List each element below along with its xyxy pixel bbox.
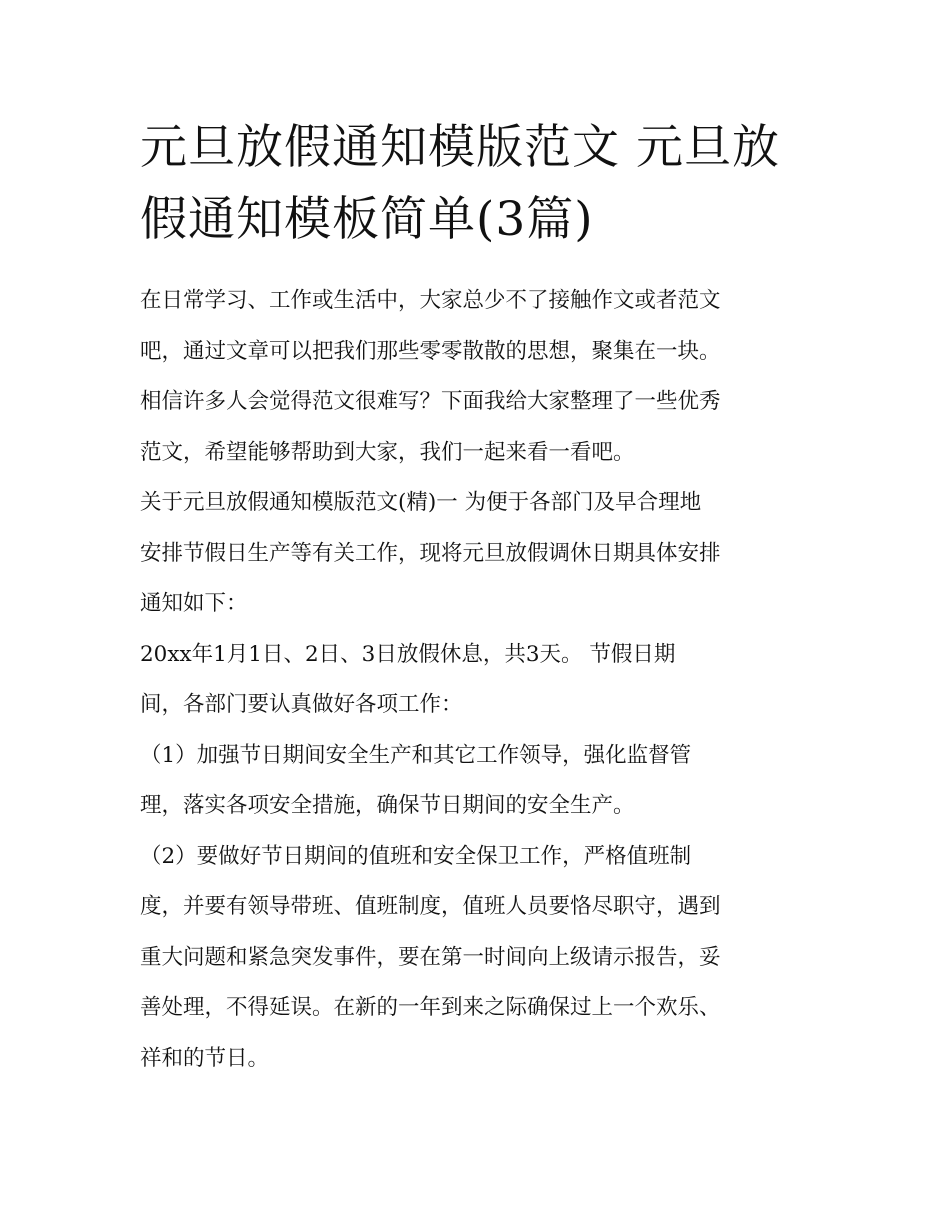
- title-line: 假通知模板简单(3篇): [140, 192, 594, 247]
- body-line: 范文，希望能够帮助到大家，我们一起来看一看吧。: [140, 439, 635, 465]
- body-line: 重大问题和紧急突发事件，要在第一时间向上级请示报告，妥: [140, 944, 721, 970]
- body-line: 20xx年1月1日、2日、3日放假休息，共3天。 节假日期: [140, 641, 676, 667]
- document-body: [140, 276, 820, 1084]
- body-line: 间，各部门要认真做好各项工作：: [140, 692, 463, 717]
- body-line: 善处理，不得延误。在新的一年到来之际确保过上一个欢乐、: [140, 995, 721, 1020]
- body-line: 相信许多人会觉得范文很难写？下面我给大家整理了一些优秀: [140, 389, 721, 414]
- body-line: 安排节假日生产等有关工作，现将元旦放假调休日期具体安排: [140, 540, 721, 566]
- body-line: 祥和的节日。: [140, 1045, 270, 1071]
- body-line: 关于元旦放假通知模版范文(精)一 为便于各部门及早合理地: [140, 490, 702, 515]
- body-line: 吧，通过文章可以把我们那些零零散散的思想，聚集在一块。: [140, 338, 721, 364]
- title-line: 元旦放假通知模版范文 元旦放: [140, 120, 780, 175]
- body-line: 理，落实各项安全措施，确保节日期间的安全生产。: [140, 793, 635, 818]
- body-line: 度，并要有领导带班、值班制度，值班人员要恪尽职守，遇到: [140, 894, 721, 919]
- body-line: （2）要做好节日期间的值班和安全保卫工作，严格值班制: [140, 843, 692, 869]
- body-line: 在日常学习、工作或生活中，大家总少不了接触作文或者范文: [140, 288, 721, 313]
- document-title: [140, 112, 820, 256]
- body-line: （1）加强节日期间安全生产和其它工作领导，强化监督管: [140, 742, 692, 768]
- body-line: 通知如下：: [140, 591, 248, 616]
